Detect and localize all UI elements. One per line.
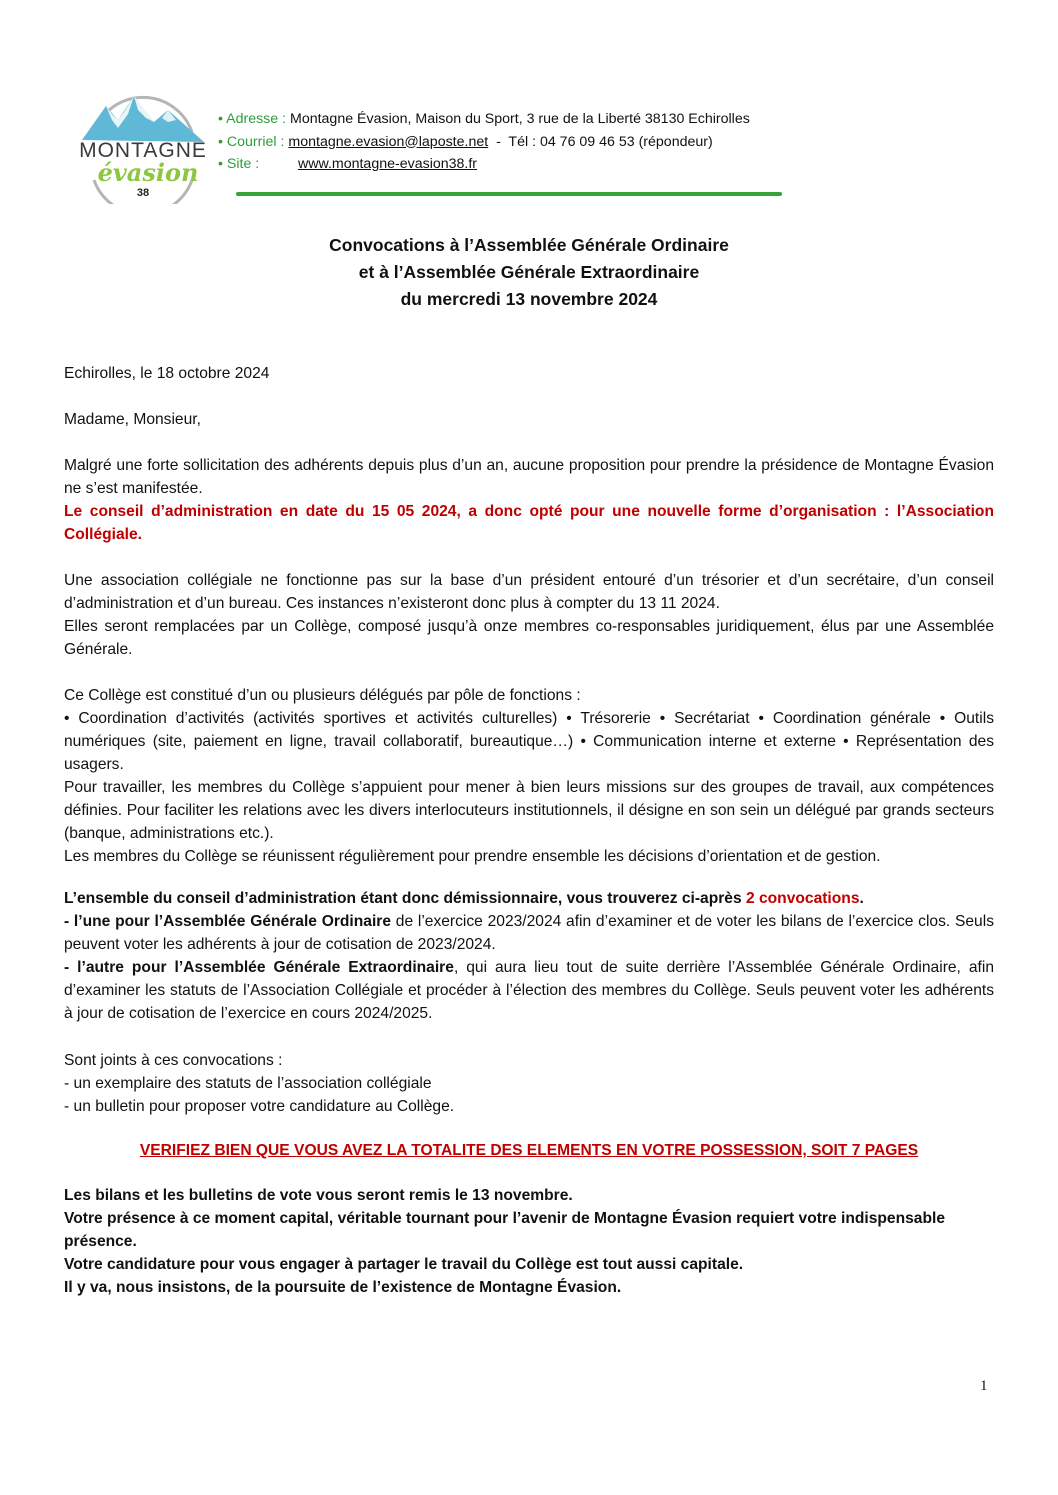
convocations-count: 2 convocations [745, 890, 860, 907]
college-functions: • Coordination d’activités (activités sportives et activités culturelles) • Trésorerie • Secrétariat • Coordination générale • Outils numériques (site, paiement en ligne, travail collaboratif, bureautique…) • Communication interne et externe • Représentation des usagers. [64, 710, 994, 773]
website-link[interactable]: www.montagne-evasion38.fr [298, 156, 478, 172]
phone-text: - Tél : 04 76 09 46 53 (répondeur) [488, 133, 713, 150]
definition-text: Une association collégiale ne fonctionne pas sur la base d’un président entouré d’un trésorier et d’un secrétaire, d’un conseil d’administration et d’un bureau. Ces instances n’existeront donc plus à compter du 13 11 2024. [64, 572, 994, 612]
convocations-lead-end: . [859, 890, 864, 907]
paragraph-intro [64, 454, 994, 546]
page-number: 1 [980, 1378, 988, 1394]
contact-block [218, 108, 750, 176]
paragraph-college [64, 684, 994, 868]
document-title [0, 232, 1058, 313]
address-value: Montagne Évasion, Maison du Sport, 3 rue de la Liberté 38130 Echirolles [286, 111, 750, 127]
header-divider [236, 192, 782, 196]
logo-number: 38 [136, 187, 150, 199]
logo-wordmark: MONTAGNE [79, 139, 207, 162]
title-line-1: Convocations à l’Assemblée Générale Ordinaire [329, 235, 729, 255]
paragraph-attachments [64, 1049, 994, 1118]
attachments-intro: Sont joints à ces convocations : [64, 1052, 283, 1069]
convocations-lead-text: L’ensemble du conseil d’administration étant donc démissionnaire, vous trouverez ci-après [64, 890, 746, 907]
college-work: Pour travailler, les membres du Collège s’appuient pour mener à bien leurs missions sur des groupes de travail, aux compétences définies. Pour faciliter les relations avec les divers interlocuteurs institutionnels, il désigne en son sein un délégué par grands secteurs (banque, administrations etc.). [64, 779, 994, 842]
college-intro: Ce Collège est constitué d’un ou plusieurs délégués par pôle de fonctions : [64, 687, 581, 704]
email-link[interactable]: montagne.evasion@laposte.net [288, 133, 489, 150]
warning-notice: VERIFIEZ BIEN QUE VOUS AVEZ LA TOTALITE DES ELEMENTS EN VOTRE POSSESSION, SOIT 7 PAGES [139, 1142, 919, 1159]
convocation-ordinary-title: - l’une pour l’Assemblée Générale Ordinaire [64, 913, 392, 930]
address-row [218, 108, 750, 131]
paragraph-convocations [64, 887, 994, 1025]
intro-text: Malgré une forte sollicitation des adhérents depuis plus d’un an, aucune proposition pour prendre la présidence de Montagne Évasion ne s’est manifestée. [64, 457, 994, 497]
salutation: Madame, Monsieur, [64, 411, 201, 428]
convocation-extraordinary-title: - l’autre pour l’Assemblée Générale Extraordinaire [64, 959, 454, 976]
paragraph-definition [64, 569, 994, 661]
convocation-ordinary [64, 910, 994, 956]
definition-replacement: Elles seront remplacées par un Collège, composé jusqu’à onze membres co-responsables juridiquement, élus par une Assemblée Générale. [64, 618, 994, 658]
closing-ballots: Les bilans et les bulletins de vote vous seront remis le 13 novembre. [64, 1187, 573, 1204]
college-meetings: Les membres du Collège se réunissent régulièrement pour prendre ensemble les décisions d’orientation et de gestion. [64, 848, 881, 865]
closing-presence: Votre présence à ce moment capital, véritable tournant pour l’avenir de Montagne Évasion requiert votre indispensable présence. [64, 1210, 945, 1250]
closing-insist: Il y va, nous insistons, de la poursuite de l’existence de Montagne Évasion. [64, 1279, 622, 1296]
closing-candidature: Votre candidature pour vous engager à partager le travail du Collège est tout aussi capitale. [64, 1256, 744, 1273]
mail-label: • Courriel : [218, 133, 285, 150]
paragraph-closing [64, 1184, 994, 1299]
convocation-extraordinary [64, 956, 994, 1025]
site-label: • Site : [218, 156, 260, 172]
title-line-3: du mercredi 13 novembre 2024 [400, 289, 658, 309]
mail-row [218, 131, 750, 154]
letter-date: Echirolles, le 18 octobre 2024 [64, 365, 270, 382]
convocations-lead [64, 887, 994, 910]
site-row [218, 153, 750, 176]
montagne-evasion-logo [72, 84, 214, 204]
convocation-extraordinary-text: , qui aura lieu tout de suite derrière l’Assemblée Générale Ordinaire, afin d’examiner les statuts de l’Association Collégiale et procéder à l’élection des membres du Collège. Seuls peuvent voter les adhérents à jour de cotisation de l’exercice en cours 2024/2025. [64, 959, 994, 1022]
intro-decision: Le conseil d’administration en date du 15 05 2024, a donc opté pour une nouvelle forme d’organisation : l’Association Collégiale. [64, 503, 994, 543]
convocation-ordinary-text: de l’exercice 2023/2024 afin d’examiner et de voter les bilans de l’exercice clos. Seuls peuvent voter les adhérents à jour de cotisation de 2023/2024. [64, 913, 994, 953]
attachment-statutes: - un exemplaire des statuts de l’association collégiale [64, 1075, 432, 1092]
logo-script: évasion [97, 158, 199, 187]
address-label: • Adresse : [218, 111, 287, 127]
attachment-bulletin: - un bulletin pour proposer votre candidature au Collège. [64, 1098, 455, 1115]
title-line-2: et à l’Assemblée Générale Extraordinaire [358, 262, 700, 282]
